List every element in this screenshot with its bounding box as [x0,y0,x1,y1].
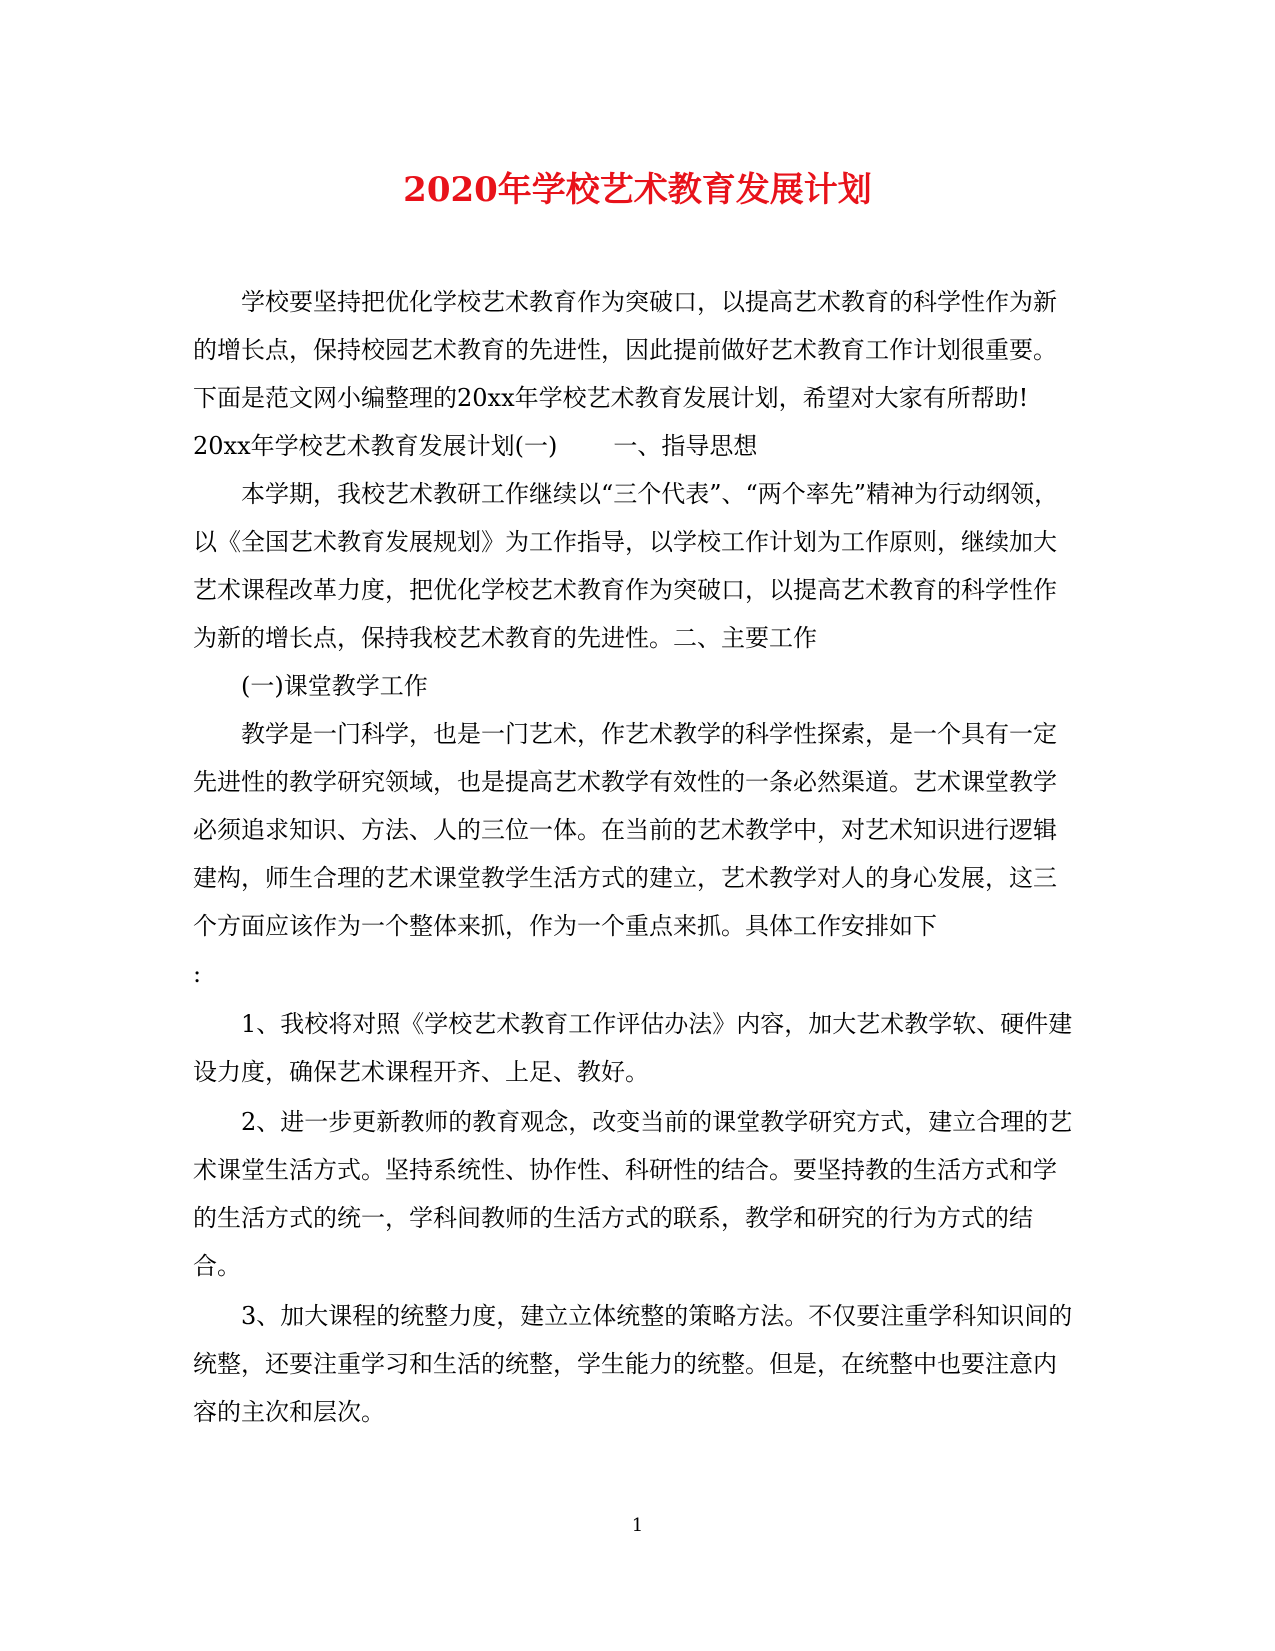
intro-paragraph: 学校要坚持把优化学校艺术教育作为突破口，以提高艺术教育的科学性作为新的增长点，保持校园艺术教育的先进性，因此提前做好艺术教育工作计划很重要。下面是范文网小编整理的20xx年学校艺术教育发展计划，希望对大家有所帮助! [193,288,1057,412]
document-title: 2020年学校艺术教育发展计划 [403,170,872,210]
list-item-2: 2、进一步更新教师的教育观念，改变当前的课堂教学研究方式，建立合理的艺术课堂生活方式。坚持系统性、协作性、科研性的结合。要坚持教的生活方式和学的生活方式的统一，学科间教师的生活方式的联系，教学和研究的行为方式的结合。 [193,1108,1073,1280]
guiding-ideology-heading: 一、指导思想 [613,432,758,460]
page-number: 1 [631,1515,644,1536]
list-item-1: 1、我校将对照《学校艺术教育工作评估办法》内容，加大艺术教学软、硬件建设力度，确保艺术课程开齐、上足、教好。 [193,1010,1073,1086]
classroom-teaching-subheading: (一)课堂教学工作 [241,672,428,700]
list-item-3: 3、加大课程的统整力度，建立立体统整的策略方法。不仅要注重学科知识间的统整，还要注重学习和生活的统整，学生能力的统整。但是，在统整中也要注意内容的主次和层次。 [193,1302,1073,1426]
section-heading-title: 20xx年学校艺术教育发展计划(一) [193,432,558,460]
guiding-paragraph: 本学期，我校艺术教研工作继续以“三个代表”、“两个率先”精神为行动纲领，以《全国艺术教育发展规划》为工作指导，以学校工作计划为工作原则，继续加大艺术课程改革力度，把优化学校艺术教育作为突破口，以提高艺术教育的科学性作为新的增长点，保持我校艺术教育的先进性。二、主要工作 [193,480,1059,652]
section-heading [193,422,1079,470]
document-body [193,278,1079,1436]
teaching-paragraph: 教学是一门科学，也是一门艺术，作艺术教学的科学性探索，是一个具有一定先进性的教学研究领域，也是提高艺术教学有效性的一条必然渠道。艺术课堂教学必须追求知识、方法、人的三位一体。在当前的艺术教学中，对艺术知识进行逻辑建构，师生合理的艺术课堂教学生活方式的建立，艺术教学对人的身心发展，这三个方面应该作为一个整体来抓，作为一个重点来抓。具体工作安排如下 [193,720,1057,940]
colon-line: : [193,960,202,988]
